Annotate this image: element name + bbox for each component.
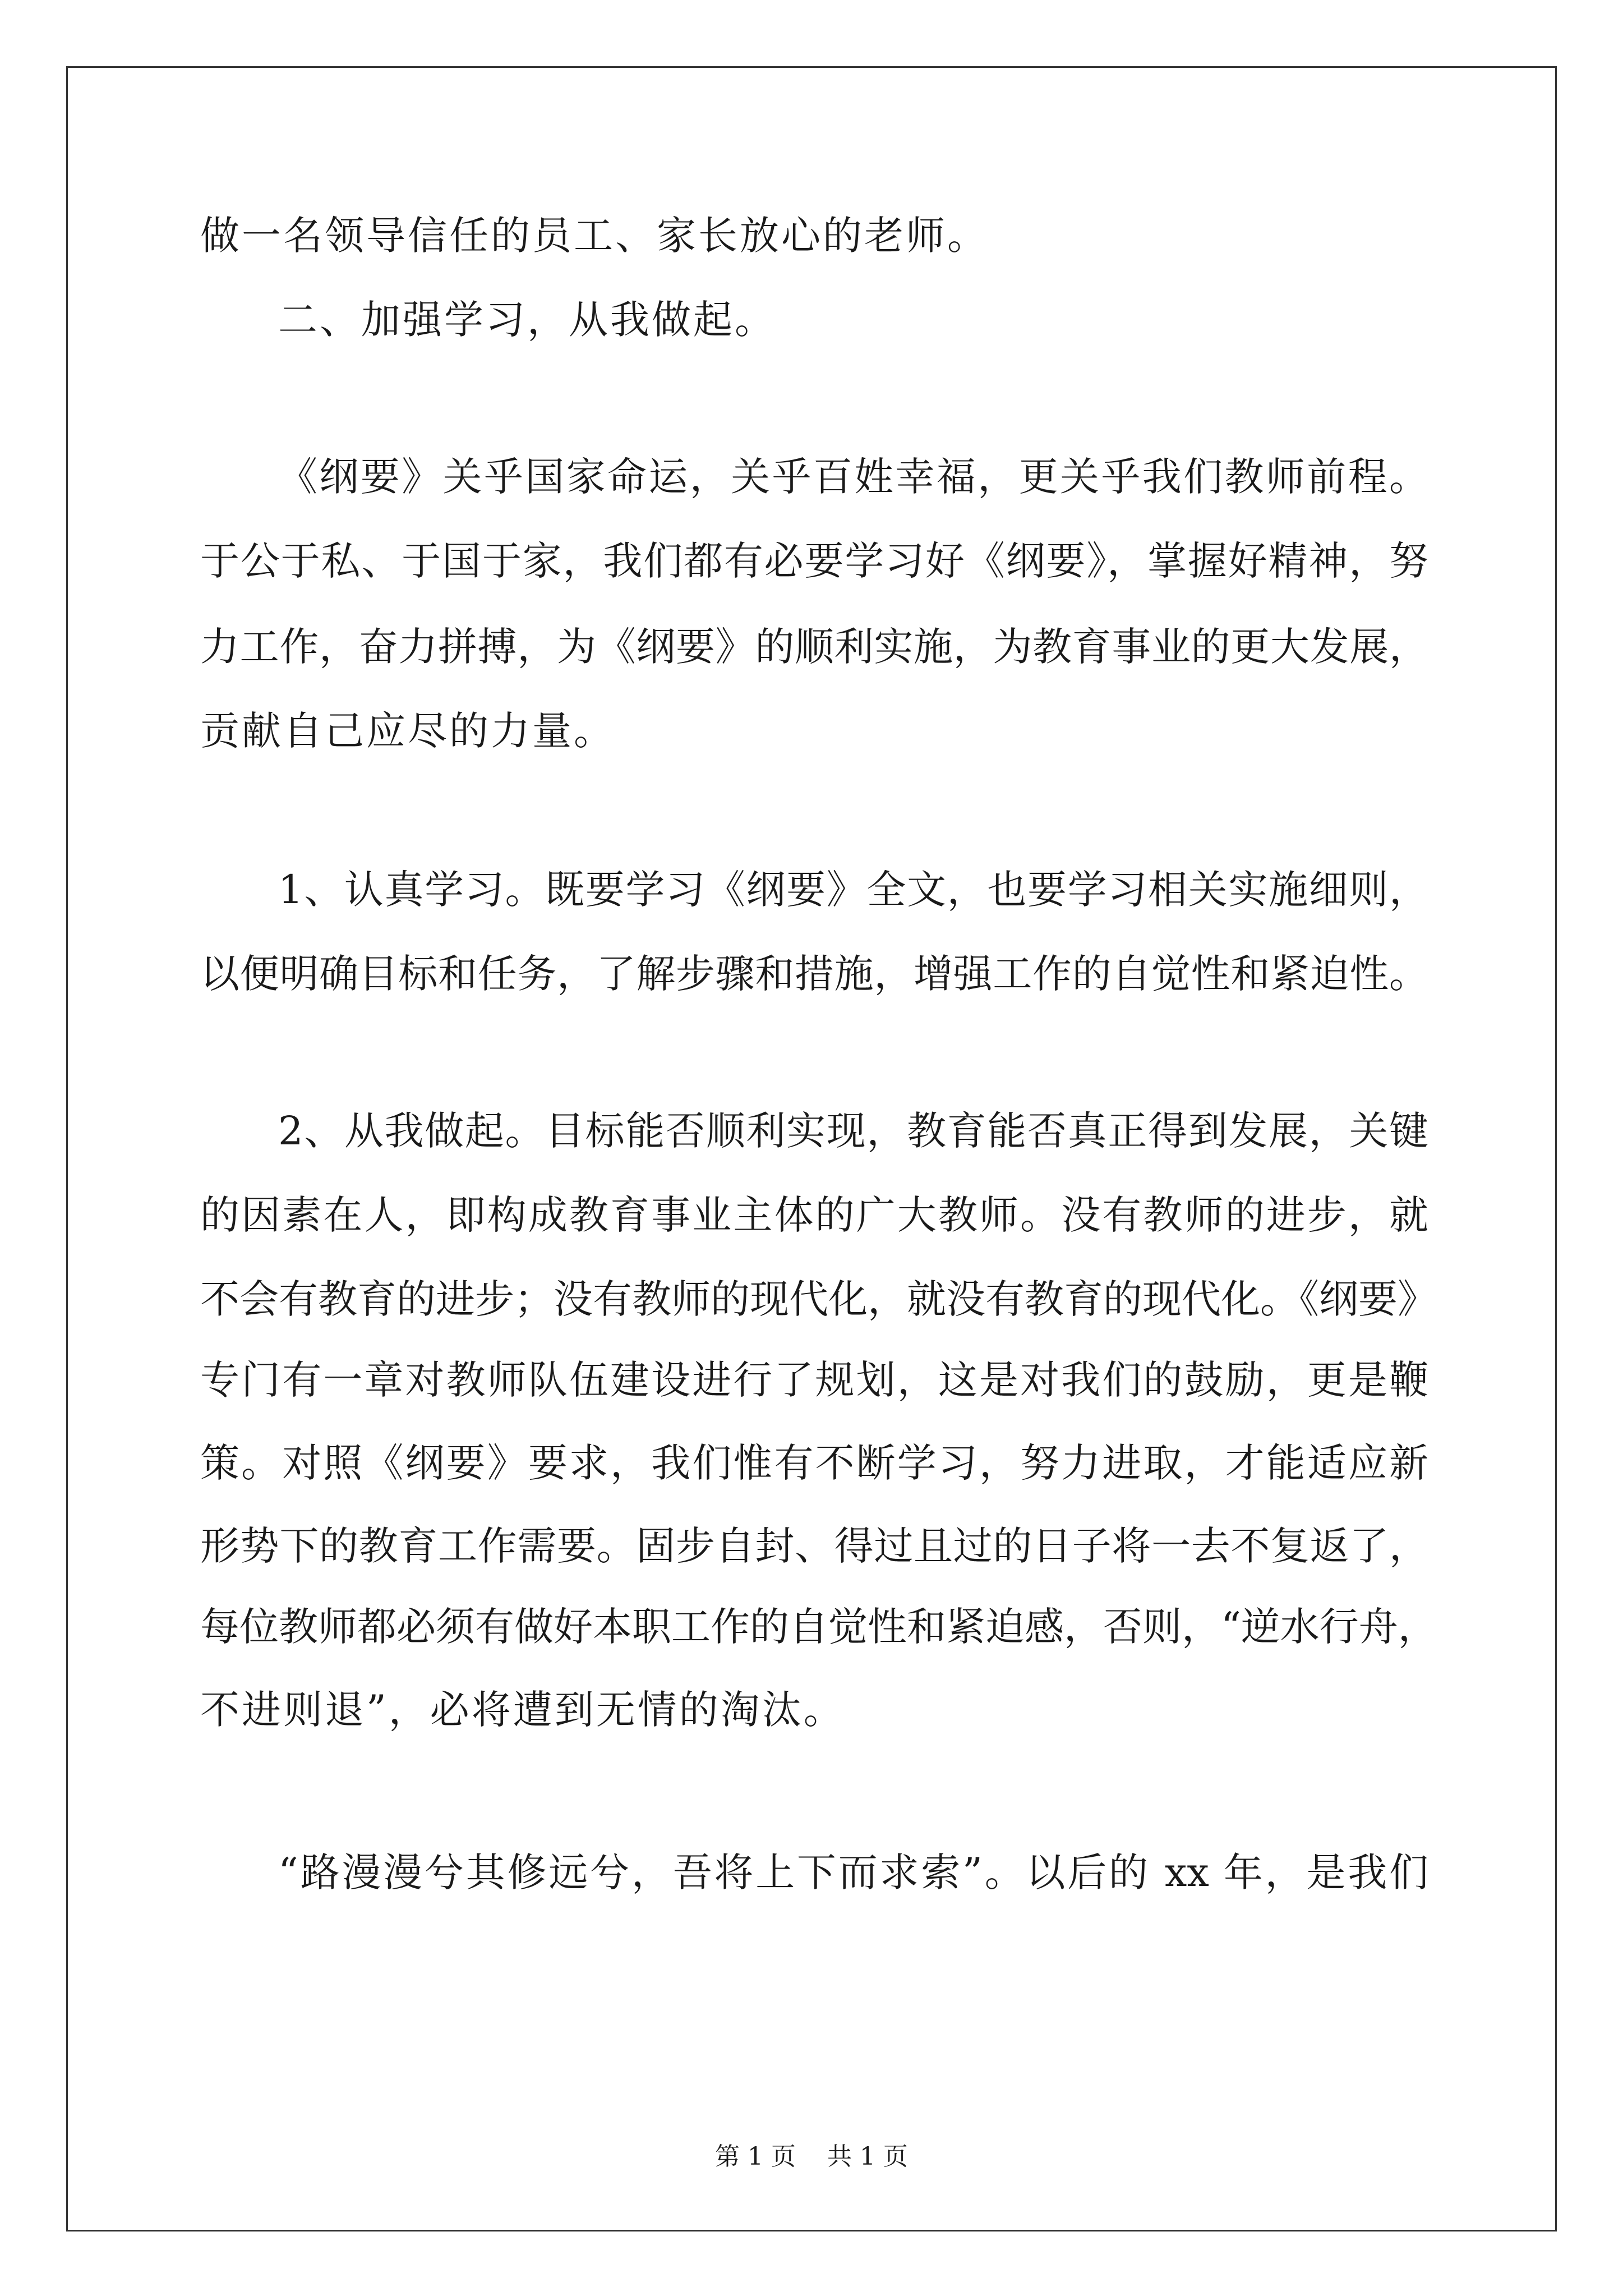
text-line: 于公于私、于国于家，我们都有必要学习好《纲要》，掌握好精神，努 [200, 538, 1428, 584]
text-line: “路漫漫兮其修远兮，吾将上下而求索”。以后的 xx 年，是我们 [278, 1849, 1428, 1895]
text-line: 形势下的教育工作需要。固步自封、得过且过的日子将一去不复返了， [200, 1523, 1428, 1569]
text-line: 2、从我做起。目标能否顺利实现，教育能否真正得到发展，关键 [278, 1108, 1428, 1154]
text-line: 不会有教育的进步；没有教师的现代化，就没有教育的现代化。《纲要》 [200, 1276, 1437, 1322]
text-line: 《纲要》关乎国家命运，关乎百姓幸福，更关乎我们教师前程。 [278, 454, 1428, 500]
text-line: 专门有一章对教师队伍建设进行了规划，这是对我们的鼓励，更是鞭 [200, 1357, 1428, 1403]
text-line: 的因素在人，即构成教育事业主体的广大教师。没有教师的进步，就 [200, 1192, 1428, 1238]
text-line: 贡献自己应尽的力量。 [200, 708, 615, 754]
text-line: 1、认真学习。既要学习《纲要》全文，也要学习相关实施细则， [278, 867, 1428, 913]
page-number-footer: 第 1 页 共 1 页 [715, 2142, 908, 2171]
text-line: 做一名领导信任的员工、家长放心的老师。 [200, 213, 989, 259]
text-line: 以便明确目标和任务，了解步骤和措施，增强工作的自觉性和紧迫性。 [200, 951, 1428, 997]
section-heading: 二、加强学习，从我做起。 [278, 297, 776, 343]
text-line: 力工作，奋力拼搏，为《纲要》的顺利实施，为教育事业的更大发展， [200, 624, 1428, 670]
text-line: 每位教师都必须有做好本职工作的自觉性和紧迫感，否则，“逆水行舟， [200, 1604, 1437, 1650]
text-line: 不进则退”，必将遭到无情的淘汰。 [200, 1687, 845, 1733]
text-line: 策。对照《纲要》要求，我们惟有不断学习，努力进取，才能适应新 [200, 1440, 1428, 1486]
